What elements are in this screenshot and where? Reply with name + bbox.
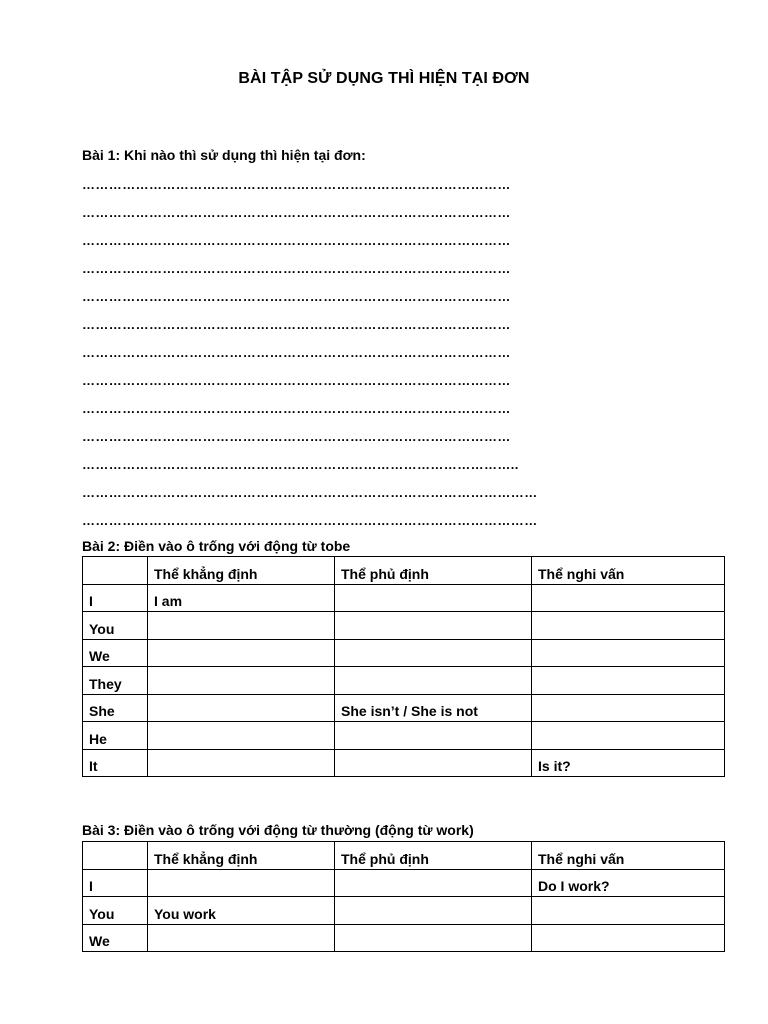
answer-line[interactable]: …………………………………………………………………………………… [82, 345, 511, 360]
answer-line[interactable]: …………………………………………………………………………………… [82, 373, 511, 388]
answer-line[interactable]: …………………………………………………………………………………… [82, 261, 511, 276]
table-header-row [83, 842, 725, 870]
table-row [83, 694, 725, 722]
answer-cell[interactable] [148, 639, 335, 667]
answer-cell[interactable] [335, 749, 532, 777]
answer-cell[interactable] [335, 639, 532, 667]
answer-cell[interactable]: Is it? [532, 749, 725, 777]
header-cell [83, 557, 148, 585]
work-verb-table [82, 841, 725, 952]
answer-cell[interactable] [532, 924, 725, 952]
header-cell: Thể nghi vấn [532, 557, 725, 585]
table-row [83, 667, 725, 695]
answer-cell[interactable] [335, 612, 532, 640]
answer-cell[interactable] [335, 924, 532, 952]
answer-line[interactable]: ………………………………………………………………………………………… [82, 485, 538, 500]
subject-cell: We [83, 924, 148, 952]
subject-cell: We [83, 639, 148, 667]
table-row [83, 897, 725, 925]
answer-cell[interactable] [148, 722, 335, 750]
answer-cell[interactable] [335, 722, 532, 750]
subject-cell: You [83, 897, 148, 925]
answer-line[interactable]: …………………………………………………………………………………… [82, 205, 511, 220]
answer-cell[interactable] [335, 667, 532, 695]
answer-cell[interactable] [148, 694, 335, 722]
answer-cell[interactable] [532, 584, 725, 612]
answer-line[interactable]: ………………………………………………………………………………………… [82, 513, 538, 528]
answer-cell[interactable] [335, 584, 532, 612]
header-cell: Thể phủ định [335, 842, 532, 870]
table-row [83, 584, 725, 612]
answer-line[interactable]: …………………………………………………………………………………… [82, 429, 511, 444]
header-cell: Thể khẳng định [148, 842, 335, 870]
answer-cell[interactable]: Do I work? [532, 869, 725, 897]
answer-cell[interactable]: She isn’t / She is not [335, 694, 532, 722]
answer-cell[interactable] [532, 722, 725, 750]
answer-line[interactable]: …………………………………………………………………………………….. [82, 457, 519, 472]
answer-cell[interactable] [148, 612, 335, 640]
header-cell [83, 842, 148, 870]
answer-cell[interactable] [532, 667, 725, 695]
answer-line[interactable]: …………………………………………………………………………………… [82, 233, 511, 248]
exercise-3-heading: Bài 3: Điền vào ô trống với động từ thường (động từ work) [82, 822, 474, 838]
answer-line[interactable]: …………………………………………………………………………………… [82, 177, 511, 192]
header-cell: Thể nghi vấn [532, 842, 725, 870]
table-row [83, 612, 725, 640]
answer-cell[interactable] [148, 869, 335, 897]
header-cell: Thể phủ định [335, 557, 532, 585]
answer-cell[interactable]: I am [148, 584, 335, 612]
answer-cell[interactable]: You work [148, 897, 335, 925]
table-row [83, 639, 725, 667]
subject-cell: I [83, 584, 148, 612]
table-row [83, 869, 725, 897]
answer-cell[interactable] [148, 749, 335, 777]
subject-cell: You [83, 612, 148, 640]
subject-cell: I [83, 869, 148, 897]
answer-cell[interactable] [532, 639, 725, 667]
answer-cell[interactable] [532, 897, 725, 925]
header-cell: Thể khẳng định [148, 557, 335, 585]
table-row [83, 749, 725, 777]
answer-cell[interactable] [335, 869, 532, 897]
table-header-row [83, 557, 725, 585]
subject-cell: It [83, 749, 148, 777]
subject-cell: She [83, 694, 148, 722]
exercise-2-heading: Bài 2: Điền vào ô trống với động từ tobe [82, 538, 351, 554]
page-title: BÀI TẬP SỬ DỤNG THÌ HIỆN TẠI ĐƠN [238, 70, 530, 87]
answer-line[interactable]: …………………………………………………………………………………… [82, 317, 511, 332]
answer-cell[interactable] [148, 924, 335, 952]
answer-cell[interactable] [148, 667, 335, 695]
answer-line[interactable]: …………………………………………………………………………………… [82, 289, 511, 304]
answer-cell[interactable] [335, 897, 532, 925]
subject-cell: He [83, 722, 148, 750]
answer-cell[interactable] [532, 612, 725, 640]
answer-lines [82, 175, 682, 539]
answer-cell[interactable] [532, 694, 725, 722]
table-row [83, 722, 725, 750]
table-row [83, 924, 725, 952]
exercise-1-heading: Bài 1: Khi nào thì sử dụng thì hiện tại đơn: [82, 147, 366, 163]
subject-cell: They [83, 667, 148, 695]
answer-line[interactable]: …………………………………………………………………………………… [82, 401, 511, 416]
tobe-table [82, 556, 725, 777]
